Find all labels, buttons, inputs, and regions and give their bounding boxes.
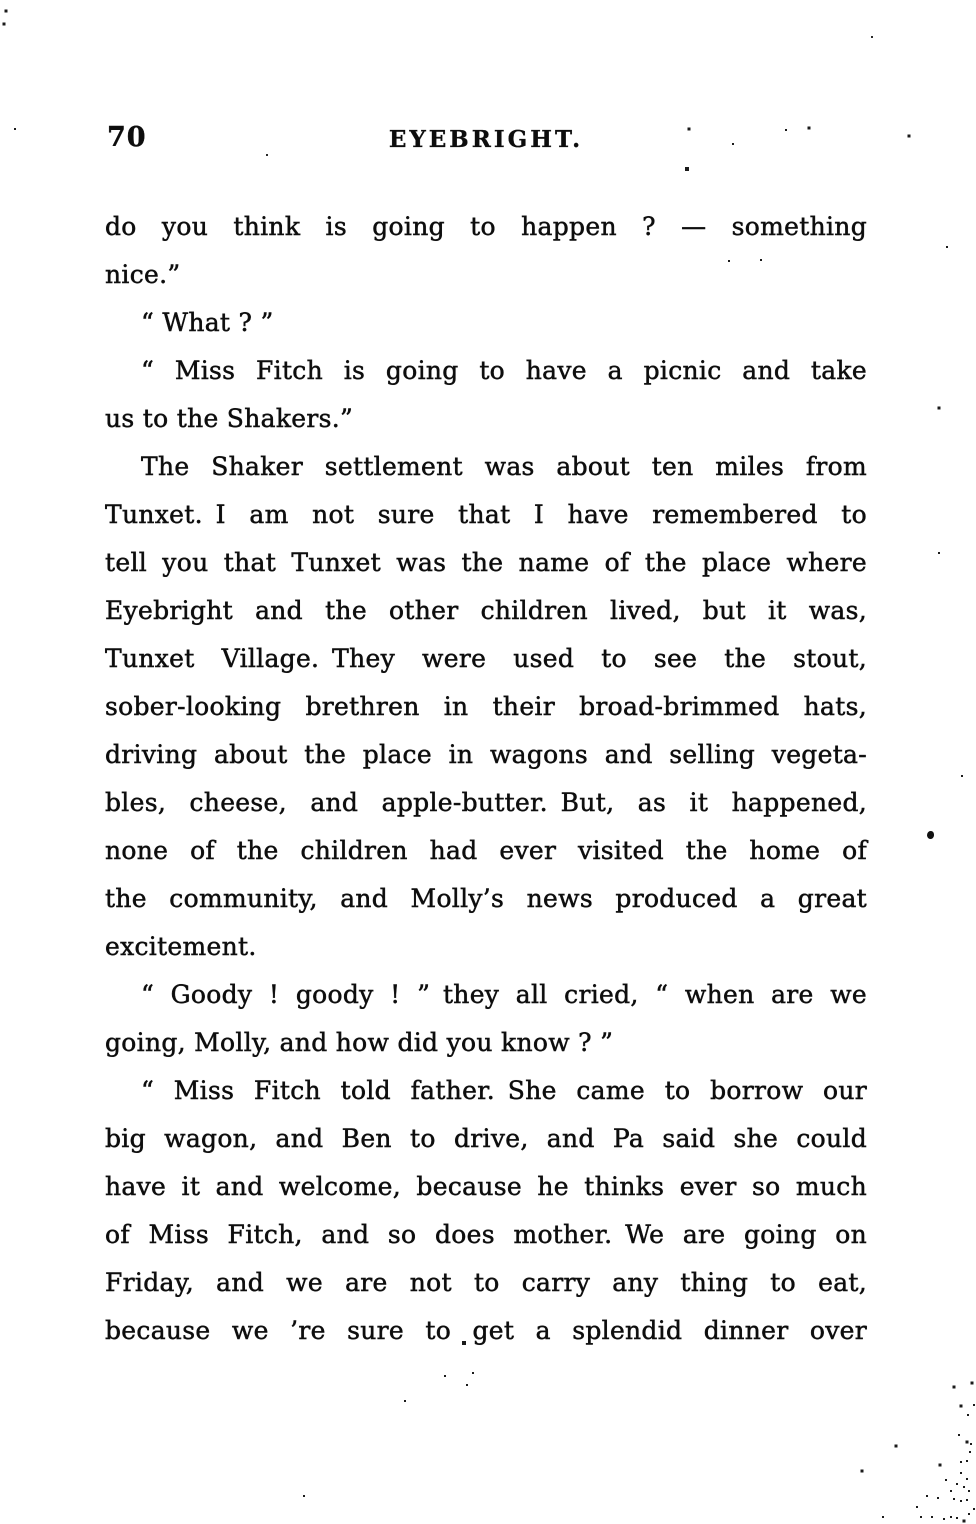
text-line: sober-looking brethren in their broad-brimmed hats, [105,692,867,721]
page-header [105,122,867,166]
text-line: Eyebright and the other children lived, but it was, [105,596,867,625]
text-line: “ What ? ” [141,308,274,337]
text-line: Friday, and we are not to carry any thing to eat, [105,1268,867,1297]
scan-noise-specks [0,0,2,2]
text-line: big wagon, and Ben to drive, and Pa said she could [105,1124,867,1153]
text-line: “ Goody ! goody ! ” they all cried, “ when are we [141,980,867,1009]
text-line: because we ’re sure to get a splendid dinner over [105,1316,867,1345]
text-line: none of the children had ever visited the home of [105,836,867,865]
text-line: nice.” [105,260,181,289]
ink-spot [927,831,934,839]
text-line: “ Miss Fitch is going to have a picnic and take [141,356,867,385]
page-text [105,203,867,1355]
text-line: Tunxet Village. They were used to see the stout, [105,644,867,673]
text-line: us to the Shakers.” [105,404,354,433]
text-line: bles, cheese, and apple-butter. But, as it happened, [105,788,867,817]
page-number: 70 [107,122,147,153]
text-line: The Shaker settlement was about ten miles from [141,452,867,481]
text-line: “ Miss Fitch told father. She came to borrow our [141,1076,867,1105]
text-line: tell you that Tunxet was the name of the place where [105,548,867,577]
text-line: the community, and Molly’s news produced a great [105,884,867,913]
text-line: Tunxet. I am not sure that I have remembered to [105,500,867,529]
text-line: excitement. [105,932,257,961]
text-line: have it and welcome, because he thinks ever so much [105,1172,867,1201]
text-line: of Miss Fitch, and so does mother. We are going on [105,1220,867,1249]
text-line: driving about the place in wagons and selling vegeta- [105,740,867,769]
text-line: do you think is going to happen ? — something [105,212,867,241]
text-line: going, Molly, and how did you know ? ” [105,1028,614,1057]
running-title: EYEBRIGHT. [388,126,584,153]
